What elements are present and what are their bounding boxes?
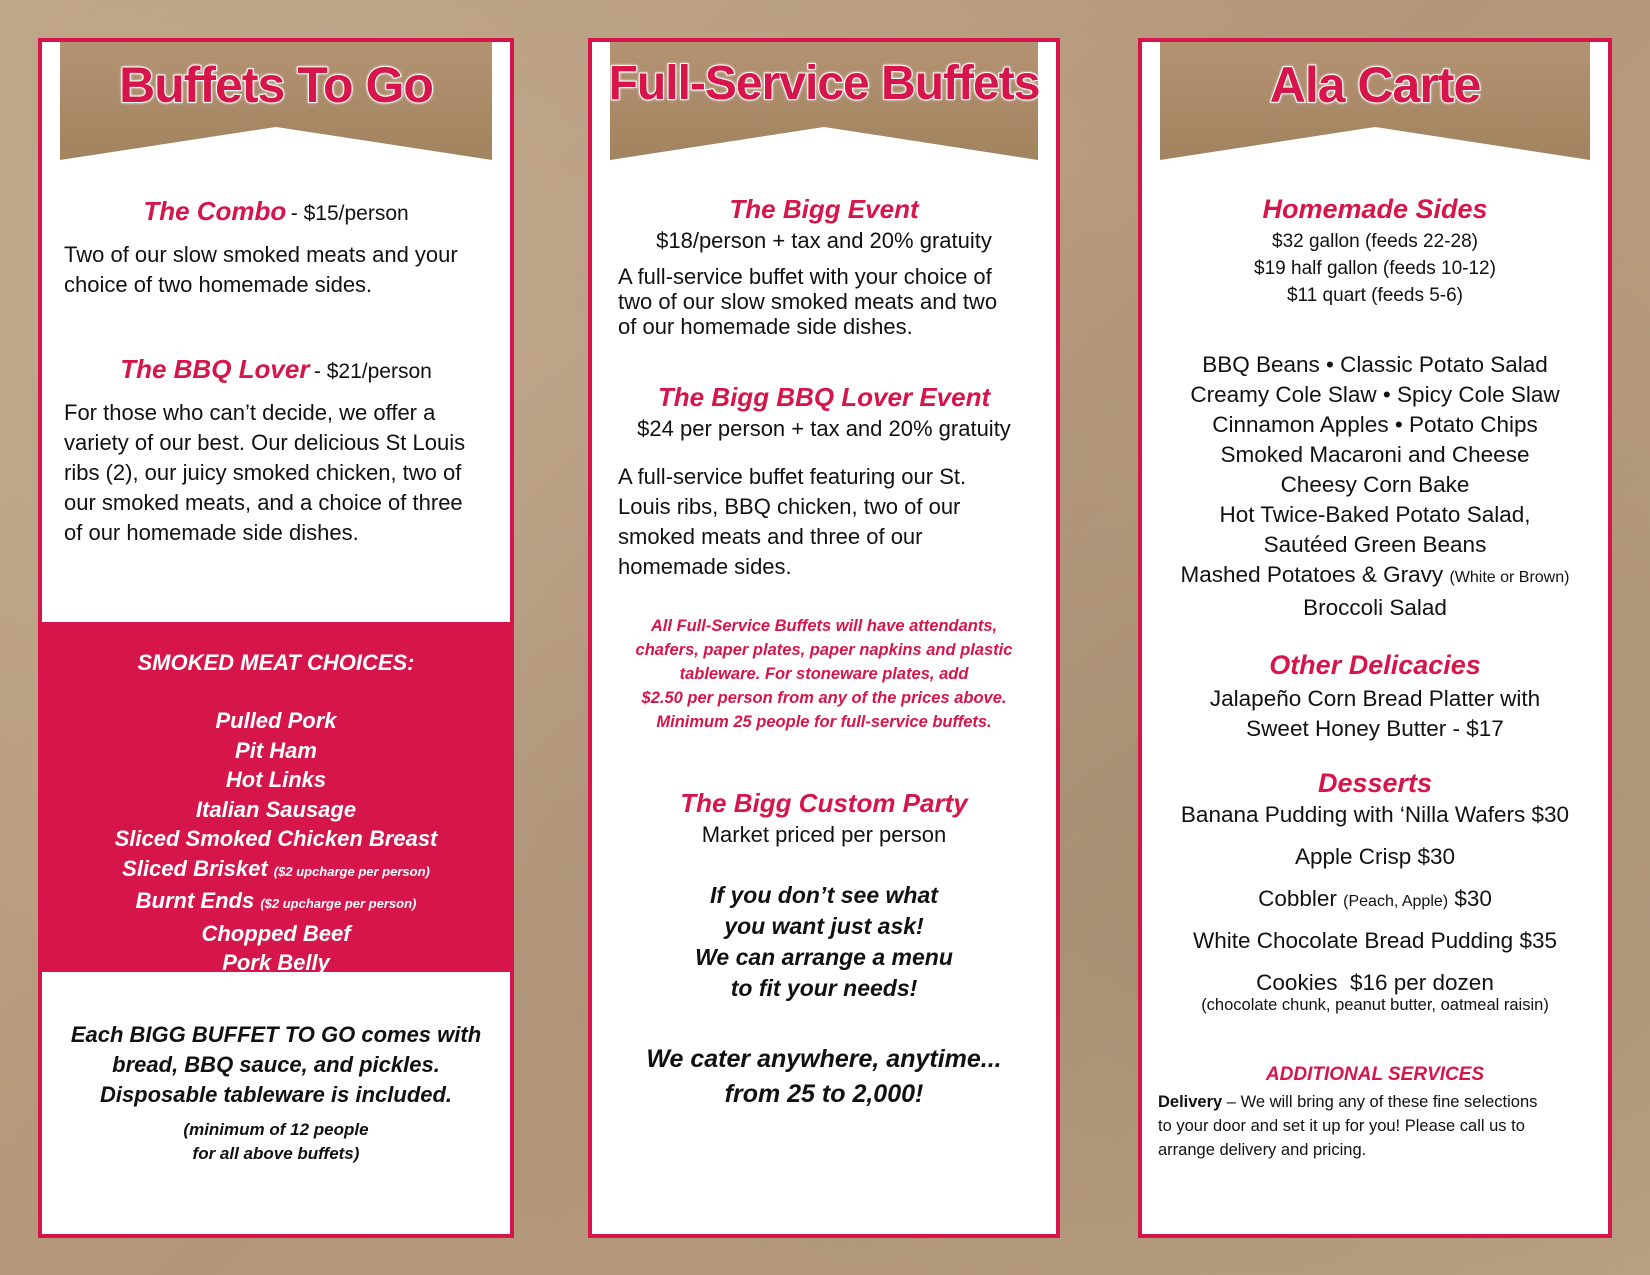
cater-message: We cater anywhere, anytime... from 25 to 2,000! bbox=[646, 1045, 1002, 1108]
delivery-description: Delivery – We will bring any of these fine selections to your door and set it up for you! Please call us to arrange delivery and pricing. bbox=[1158, 1093, 1538, 1159]
panel-title: Ala Carte bbox=[1269, 57, 1481, 113]
side-item: Hot Twice-Baked Potato Salad, bbox=[1219, 502, 1531, 527]
bbq-lover-event-name: The Bigg BBQ Lover Event bbox=[657, 382, 991, 412]
ask-message: If you don’t see what you want just ask! We can arrange a menu to fit your needs! bbox=[695, 882, 953, 1001]
meat-item: Hot Links bbox=[225, 767, 327, 792]
side-item: Smoked Macaroni and Cheese bbox=[1220, 442, 1530, 467]
meat-item: Italian Sausage bbox=[195, 796, 357, 822]
side-item: Broccoli Salad bbox=[1303, 595, 1447, 620]
side-item: BBQ Beans • Classic Potato Salad bbox=[1202, 352, 1548, 377]
sides-list bbox=[1142, 350, 1608, 623]
desserts-heading: Desserts bbox=[1317, 768, 1433, 798]
meat-item: Pulled Pork bbox=[215, 708, 337, 733]
combo-description: Two of our slow smoked meats and your choice of two homemade sides. bbox=[64, 242, 458, 297]
minimum-note: (minimum of 12 people for all above buffets) bbox=[183, 1120, 369, 1163]
bigg-event-description: A full-service buffet with your choice of two of our slow smoked meats and two of our homemade side dishes. bbox=[618, 264, 998, 339]
custom-party-price: Market priced per person bbox=[701, 822, 947, 847]
delivery-label: Delivery bbox=[1158, 1093, 1223, 1111]
upcharge-note: ($2 upcharge per person) bbox=[273, 863, 430, 879]
full-service-panel bbox=[588, 38, 1060, 1238]
ala-carte-panel bbox=[1138, 38, 1612, 1238]
meat-choices-list bbox=[42, 706, 510, 978]
meat-item: Sliced Smoked Chicken Breast bbox=[114, 826, 438, 851]
buffets-to-go-panel bbox=[38, 38, 514, 1238]
dessert-item: White Chocolate Bread Pudding $35 bbox=[1193, 928, 1557, 953]
bigg-event-name: The Bigg Event bbox=[729, 194, 919, 224]
side-item: Cinnamon Apples • Potato Chips bbox=[1212, 412, 1538, 437]
panel-title: Buffets To Go bbox=[119, 57, 433, 113]
dessert-item: Cobbler (Peach, Apple) $30 bbox=[1258, 886, 1492, 911]
meat-item: Sliced Brisket ($2 upcharge per person) bbox=[122, 855, 430, 881]
side-item: Creamy Cole Slaw • Spicy Cole Slaw bbox=[1190, 382, 1560, 407]
bbq-lover-event-description: A full-service buffet featuring our St. Louis ribs, BBQ chicken, two of our smoked meats and three of our homemade sides. bbox=[618, 464, 967, 579]
full-service-notice: All Full-Service Buffets will have attendants, chafers, paper plates, paper napkins and plastic tableware. For stoneware plates, add $2.50 per person from any of the prices above. Minimum 25 people for full-service buffets. bbox=[635, 617, 1013, 731]
dessert-item: Banana Pudding with ‘Nilla Wafers $30 bbox=[1180, 802, 1570, 827]
cookies-note: (chocolate chunk, peanut butter, oatmeal raisin) bbox=[1201, 996, 1549, 1014]
side-prices: $32 gallon (feeds 22-28) $19 half gallon (feeds 10-12) $11 quart (feeds 5-6) bbox=[1254, 231, 1496, 306]
upcharge-note: ($2 upcharge per person) bbox=[260, 896, 417, 911]
side-item: Sautéed Green Beans bbox=[1263, 532, 1487, 557]
bbq-lover-event-price: $24 per person + tax and 20% gratuity bbox=[637, 416, 1011, 441]
meat-item: Chopped Beef bbox=[201, 920, 351, 946]
panel-title: Full-Service Buffets bbox=[608, 57, 1040, 110]
additional-services-heading: ADDITIONAL SERVICES bbox=[1265, 1064, 1485, 1085]
bbq-lover-heading: The BBQ Lover - $21/person bbox=[120, 354, 432, 384]
dessert-item: Cookies $16 per dozen bbox=[1256, 970, 1494, 995]
side-item: Mashed Potatoes & Gravy (White or Brown) bbox=[1180, 562, 1570, 587]
other-delicacies-heading: Other Delicacies bbox=[1269, 650, 1481, 680]
meat-choices-block bbox=[42, 622, 510, 975]
dessert-item: Apple Crisp $30 bbox=[1294, 844, 1456, 869]
includes-note: Each BIGG BUFFET TO GO comes with bread, BBQ sauce, and pickles. Disposable tableware is included. bbox=[70, 1022, 482, 1107]
other-delicacies-list: Jalapeño Corn Bread Platter with Sweet Honey Butter - $17 bbox=[1209, 686, 1541, 741]
side-item: Cheesy Corn Bake bbox=[1280, 472, 1470, 497]
bigg-event-price: $18/person + tax and 20% gratuity bbox=[656, 228, 992, 253]
combo-heading: The Combo - $15/person bbox=[143, 196, 409, 226]
meat-item: Pork Belly bbox=[222, 950, 330, 975]
custom-party-name: The Bigg Custom Party bbox=[680, 788, 968, 818]
meat-item: Pit Ham bbox=[235, 737, 317, 763]
meat-choices-heading: SMOKED MEAT CHOICES: bbox=[137, 650, 415, 675]
homemade-sides-heading: Homemade Sides bbox=[1262, 194, 1488, 224]
meat-item: Burnt Ends ($2 upcharge per person) bbox=[135, 888, 417, 913]
bbq-lover-description: For those who can’t decide, we offer a variety of our best. Our delicious St Louis ribs (2), our juicy smoked chicken, two of our smoked meats, and a choice of three of our homemade side dishes. bbox=[64, 400, 466, 545]
